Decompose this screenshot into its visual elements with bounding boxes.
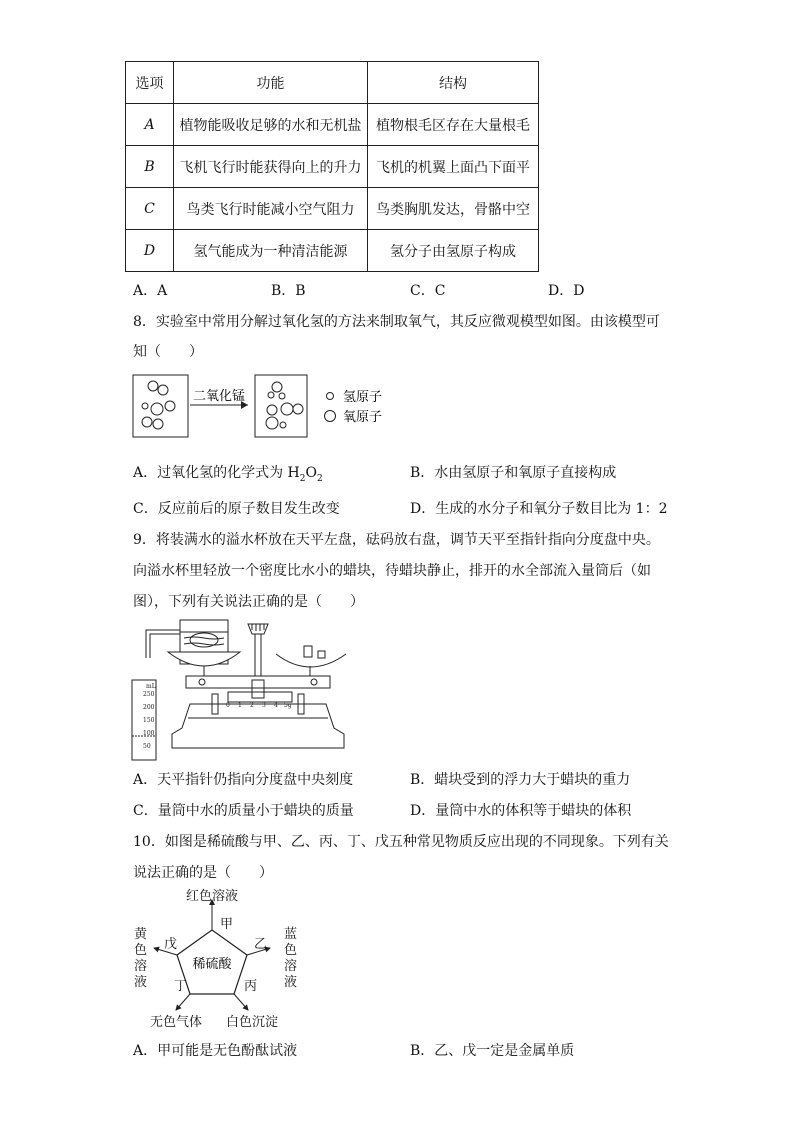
legend-hydrogen: 氢原子 [343,390,383,405]
reaction-pentagon-figure [128,882,308,1032]
q7-option-b[interactable]: B．B [271,283,306,299]
hydrogen-legend-icon [327,393,334,400]
right-label-char: 溶 [284,959,298,974]
center-block [252,680,264,698]
q7-option-c[interactable]: C．C [410,283,446,299]
table-cell: A [126,104,174,146]
table-cell: C [126,188,174,230]
q9-stem-line3: 图），下列有关说法正确的是（ ） [133,594,364,610]
table-cell: 飞机的机翼上面凸下面平 [368,146,539,188]
q8-option-d[interactable]: D．生成的水分子和氧分子数目比为 1：2 [410,501,668,517]
left-label-char: 黄 [134,927,148,942]
scale-tick: 0 [226,702,230,709]
left-label-char: 溶 [134,959,148,974]
oxygen-legend-icon [325,411,336,422]
center-label: 稀硫酸 [192,957,232,972]
table-cell: 植物能吸收足够的水和无机盐 [174,104,368,146]
scale-tick: 2 [250,702,254,709]
table-header: 结构 [368,62,539,104]
q9-stem-line2: 向溢水杯里轻放一个密度比水小的蜡块，待蜡块静止，排开的水全部流入量筒后（如 [133,563,651,579]
q9-option-a[interactable]: A．天平指针仍指向分度盘中央刻度 [133,772,354,788]
cylinder-tick: 150 [143,717,155,724]
q8-option-a[interactable] [133,462,323,484]
label-bing: 丙 [244,979,258,994]
left-label-char: 色 [134,943,148,958]
cylinder-unit: mL [146,683,156,690]
left-pan [168,652,240,666]
right-label-char: 色 [284,943,298,958]
table-row [126,188,539,230]
catalyst-label: 二氧化锰 [192,389,246,404]
q9-stem-line1: 9．将装满水的溢水杯放在天平左盘，砝码放右盘，调节天平至指针指向分度盘中央。 [133,532,660,548]
scale-tick: 4 [274,702,278,709]
table-row [126,146,539,188]
q9-option-d[interactable]: D．量筒中水的体积等于蜡块的体积 [410,803,632,819]
q8-option-b[interactable]: B．水由氢原子和氧原子直接构成 [410,465,617,481]
table-cell: 氢气能成为一种清洁能源 [174,230,368,272]
table-header: 功能 [174,62,368,104]
q10-stem-line1: 10．如图是稀硫酸与甲、乙、丙、丁、戊五种常见物质反应出现的不同现象。下列有关 [133,834,669,850]
table-cell: B [126,146,174,188]
cylinder-tick: 250 [143,691,155,698]
left-label-char: 液 [134,975,148,990]
q9-option-c[interactable]: C．量筒中水的质量小于蜡块的质量 [133,803,354,819]
table-cell: 飞机飞行时能获得向上的升力 [174,146,368,188]
table-cell: 鸟类胸肌发达，骨骼中空 [368,188,539,230]
scale-bar [228,692,292,702]
right-label-char: 蓝 [284,927,298,942]
reactant-molecules [142,381,175,429]
table-cell: 植物根毛区存在大量根毛 [368,104,539,146]
label-ding: 丁 [174,979,188,994]
right-label-char: 液 [284,975,298,990]
column [255,634,261,676]
dial-plate [248,624,268,634]
q8-stem-line2: 知（ ） [133,344,203,360]
scale-tick: 1 [238,702,242,709]
balance-figure [128,618,360,763]
label-jia: 甲 [220,917,234,932]
table-cell: D [126,230,174,272]
table-cell: 氢分子由氢原子构成 [368,230,539,272]
q10-stem-line2: 说法正确的是（ ） [133,865,273,881]
q9-option-b[interactable]: B．蜡块受到的浮力大于蜡块的重力 [410,772,631,788]
scale-tick: 5g [284,702,292,709]
q7-option-a[interactable]: A．A [133,283,168,299]
arrow-bottom-left [176,994,190,1010]
table-row [126,230,539,272]
subscript: 2 [299,473,306,484]
reaction-model-figure [130,372,400,442]
table-cell: 鸟类飞行时能减小空气阻力 [174,188,368,230]
arrow-bottom-right [234,994,248,1010]
bottom-right-label: 白色沉淀 [226,1015,279,1030]
label-wu: 戊 [164,937,178,952]
q10-option-a[interactable]: A．甲可能是无色酚酞试液 [133,1043,298,1059]
bottom-left-label: 无色气体 [150,1015,203,1030]
q10-option-b[interactable]: B．乙、戊一定是金属单质 [410,1043,575,1059]
formula-o: O [305,465,317,481]
q7-option-d[interactable]: D．D [548,283,585,299]
scale-tick: 3 [262,702,266,709]
top-label: 红色溶液 [185,889,239,904]
balance-base [172,704,344,748]
table-header: 选项 [126,62,174,104]
table-row [126,104,539,146]
product-molecules [266,382,303,429]
q8-option-a-text: A．过氧化氢的化学式为 H [133,465,300,481]
beam [186,676,330,688]
legend-oxygen: 氧原子 [343,410,383,425]
label-yi: 乙 [254,937,268,952]
q8-option-c[interactable]: C．反应前后的原子数目发生改变 [133,501,340,517]
right-pan [276,654,346,667]
q8-stem-line1: 8．实验室中常用分解过氧化氢的方法来制取氧气，其反应微观模型如图。由该模型可 [133,314,660,330]
subscript: 2 [317,473,323,484]
cylinder-tick: 200 [143,704,155,711]
cylinder-tick: 100 [143,730,155,737]
options-table [125,61,539,272]
table-header-row [126,62,539,104]
cylinder-tick: 50 [143,743,151,750]
